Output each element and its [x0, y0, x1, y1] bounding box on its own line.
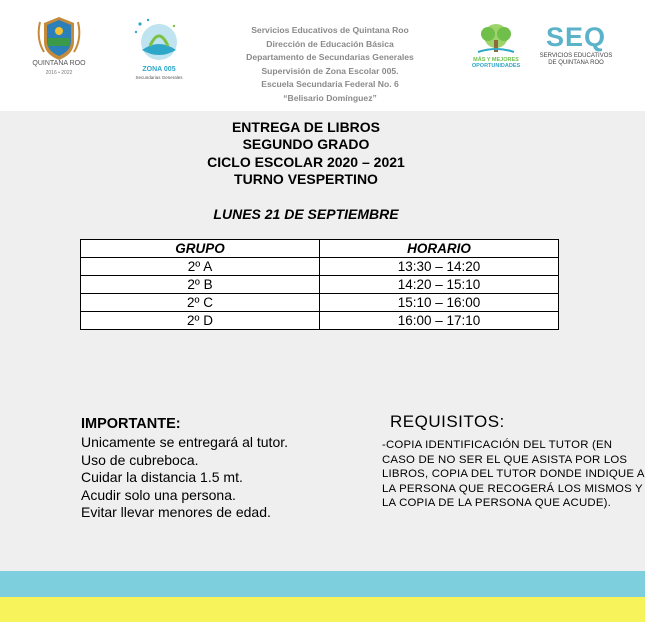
grupo-cell: 2º C — [81, 294, 320, 312]
notice-panel — [0, 111, 645, 571]
table-row — [81, 294, 559, 312]
letterhead — [0, 0, 648, 111]
seq-logo — [533, 22, 619, 70]
table-row — [81, 312, 559, 330]
title-line-1: ENTREGA DE LIBROS — [231, 119, 381, 135]
important-item: Acudir solo una persona. — [81, 486, 236, 503]
seq-title: SEQ — [545, 22, 607, 52]
tree-icon — [462, 22, 530, 56]
horario-cell: 14:20 – 15:10 — [320, 276, 559, 294]
horario-cell: 16:00 – 17:10 — [320, 312, 559, 330]
important-item: Unicamente se entregará al tutor. — [81, 434, 289, 451]
grupo-cell: 2º D — [81, 312, 320, 330]
column-header-grupo: GRUPO — [81, 240, 320, 258]
notice-title — [150, 119, 462, 189]
title-line-3: CICLO ESCOLAR 2020 – 2021 — [207, 153, 405, 170]
requisitos-body: -COPIA IDENTIFICACIÓN DEL TUTOR (EN CASO DE NO SER EL QUE ASISTA POR LOS LIBROS, COPIA DEL TUTOR DONDE INDIQUE A LA PERSONA QUE RECOGERÁ LOS MISMOS Y LA COPIA DE LA PERSONA QUE ACUDE). — [382, 439, 645, 509]
grupo-cell: 2º B — [81, 276, 320, 294]
horario-cell: 15:10 – 16:00 — [320, 294, 559, 312]
zona-subcaption: Secundarias Generales — [135, 75, 183, 80]
requisitos-section — [382, 412, 647, 511]
requisitos-title: REQUISITOS: — [390, 412, 505, 431]
zona-caption: ZONA 005 — [142, 66, 176, 73]
letterhead-line-6: “Belisario Domínguez” — [283, 92, 377, 103]
letterhead-text — [205, 24, 455, 106]
tree-caption-2: OPORTUNIDADES — [471, 63, 521, 69]
horario-cell: 13:30 – 14:20 — [320, 258, 559, 276]
table-header-row — [81, 240, 559, 258]
table-row — [81, 258, 559, 276]
column-header-horario: HORARIO — [320, 240, 559, 258]
schedule-table — [80, 239, 559, 330]
letterhead-line-4: Supervisión de Zona Escolar 005. — [261, 65, 399, 76]
tree-caption-1: MÁS Y MEJORES — [473, 57, 519, 63]
footer-stripe-yellow — [0, 597, 645, 622]
letterhead-line-1: Servicios Educativos de Quintana Roo — [251, 25, 409, 35]
important-item: Uso de cubreboca. — [81, 451, 199, 468]
zona-005-logo — [128, 16, 190, 82]
quintana-roo-caption: QUINTANA ROO — [32, 60, 86, 67]
letterhead-line-5: Escuela Secundaria Federal No. 6 — [261, 79, 399, 90]
letterhead-line-3: Departamento de Secundarias Generales — [246, 52, 414, 63]
table-row — [81, 276, 559, 294]
quintana-roo-logo — [28, 14, 90, 80]
seq-subtitle-1: SERVICIOS EDUCATIVOS — [539, 53, 613, 59]
shield-icon — [28, 14, 90, 64]
important-section — [81, 416, 351, 521]
oportunidades-logo — [462, 22, 530, 70]
zona-emblem-icon — [128, 16, 190, 64]
quintana-roo-years: 2016 • 2022 — [45, 70, 73, 76]
letterhead-line-2: Dirección de Educación Básica — [266, 38, 394, 49]
title-line-2: SEGUNDO GRADO — [242, 136, 370, 153]
seq-subtitle-2: DE QUINTANA ROO — [548, 60, 604, 66]
grupo-cell: 2º A — [81, 258, 320, 276]
footer-stripe-cyan — [0, 571, 645, 597]
important-item: Evitar llevar menores de edad. — [81, 504, 271, 521]
delivery-date: LUNES 21 DE SEPTIEMBRE — [213, 206, 399, 222]
important-title: IMPORTANTE: — [81, 416, 181, 432]
title-line-4: TURNO VESPERTINO — [234, 171, 378, 188]
important-item: Cuidar la distancia 1.5 mt. — [81, 469, 243, 486]
